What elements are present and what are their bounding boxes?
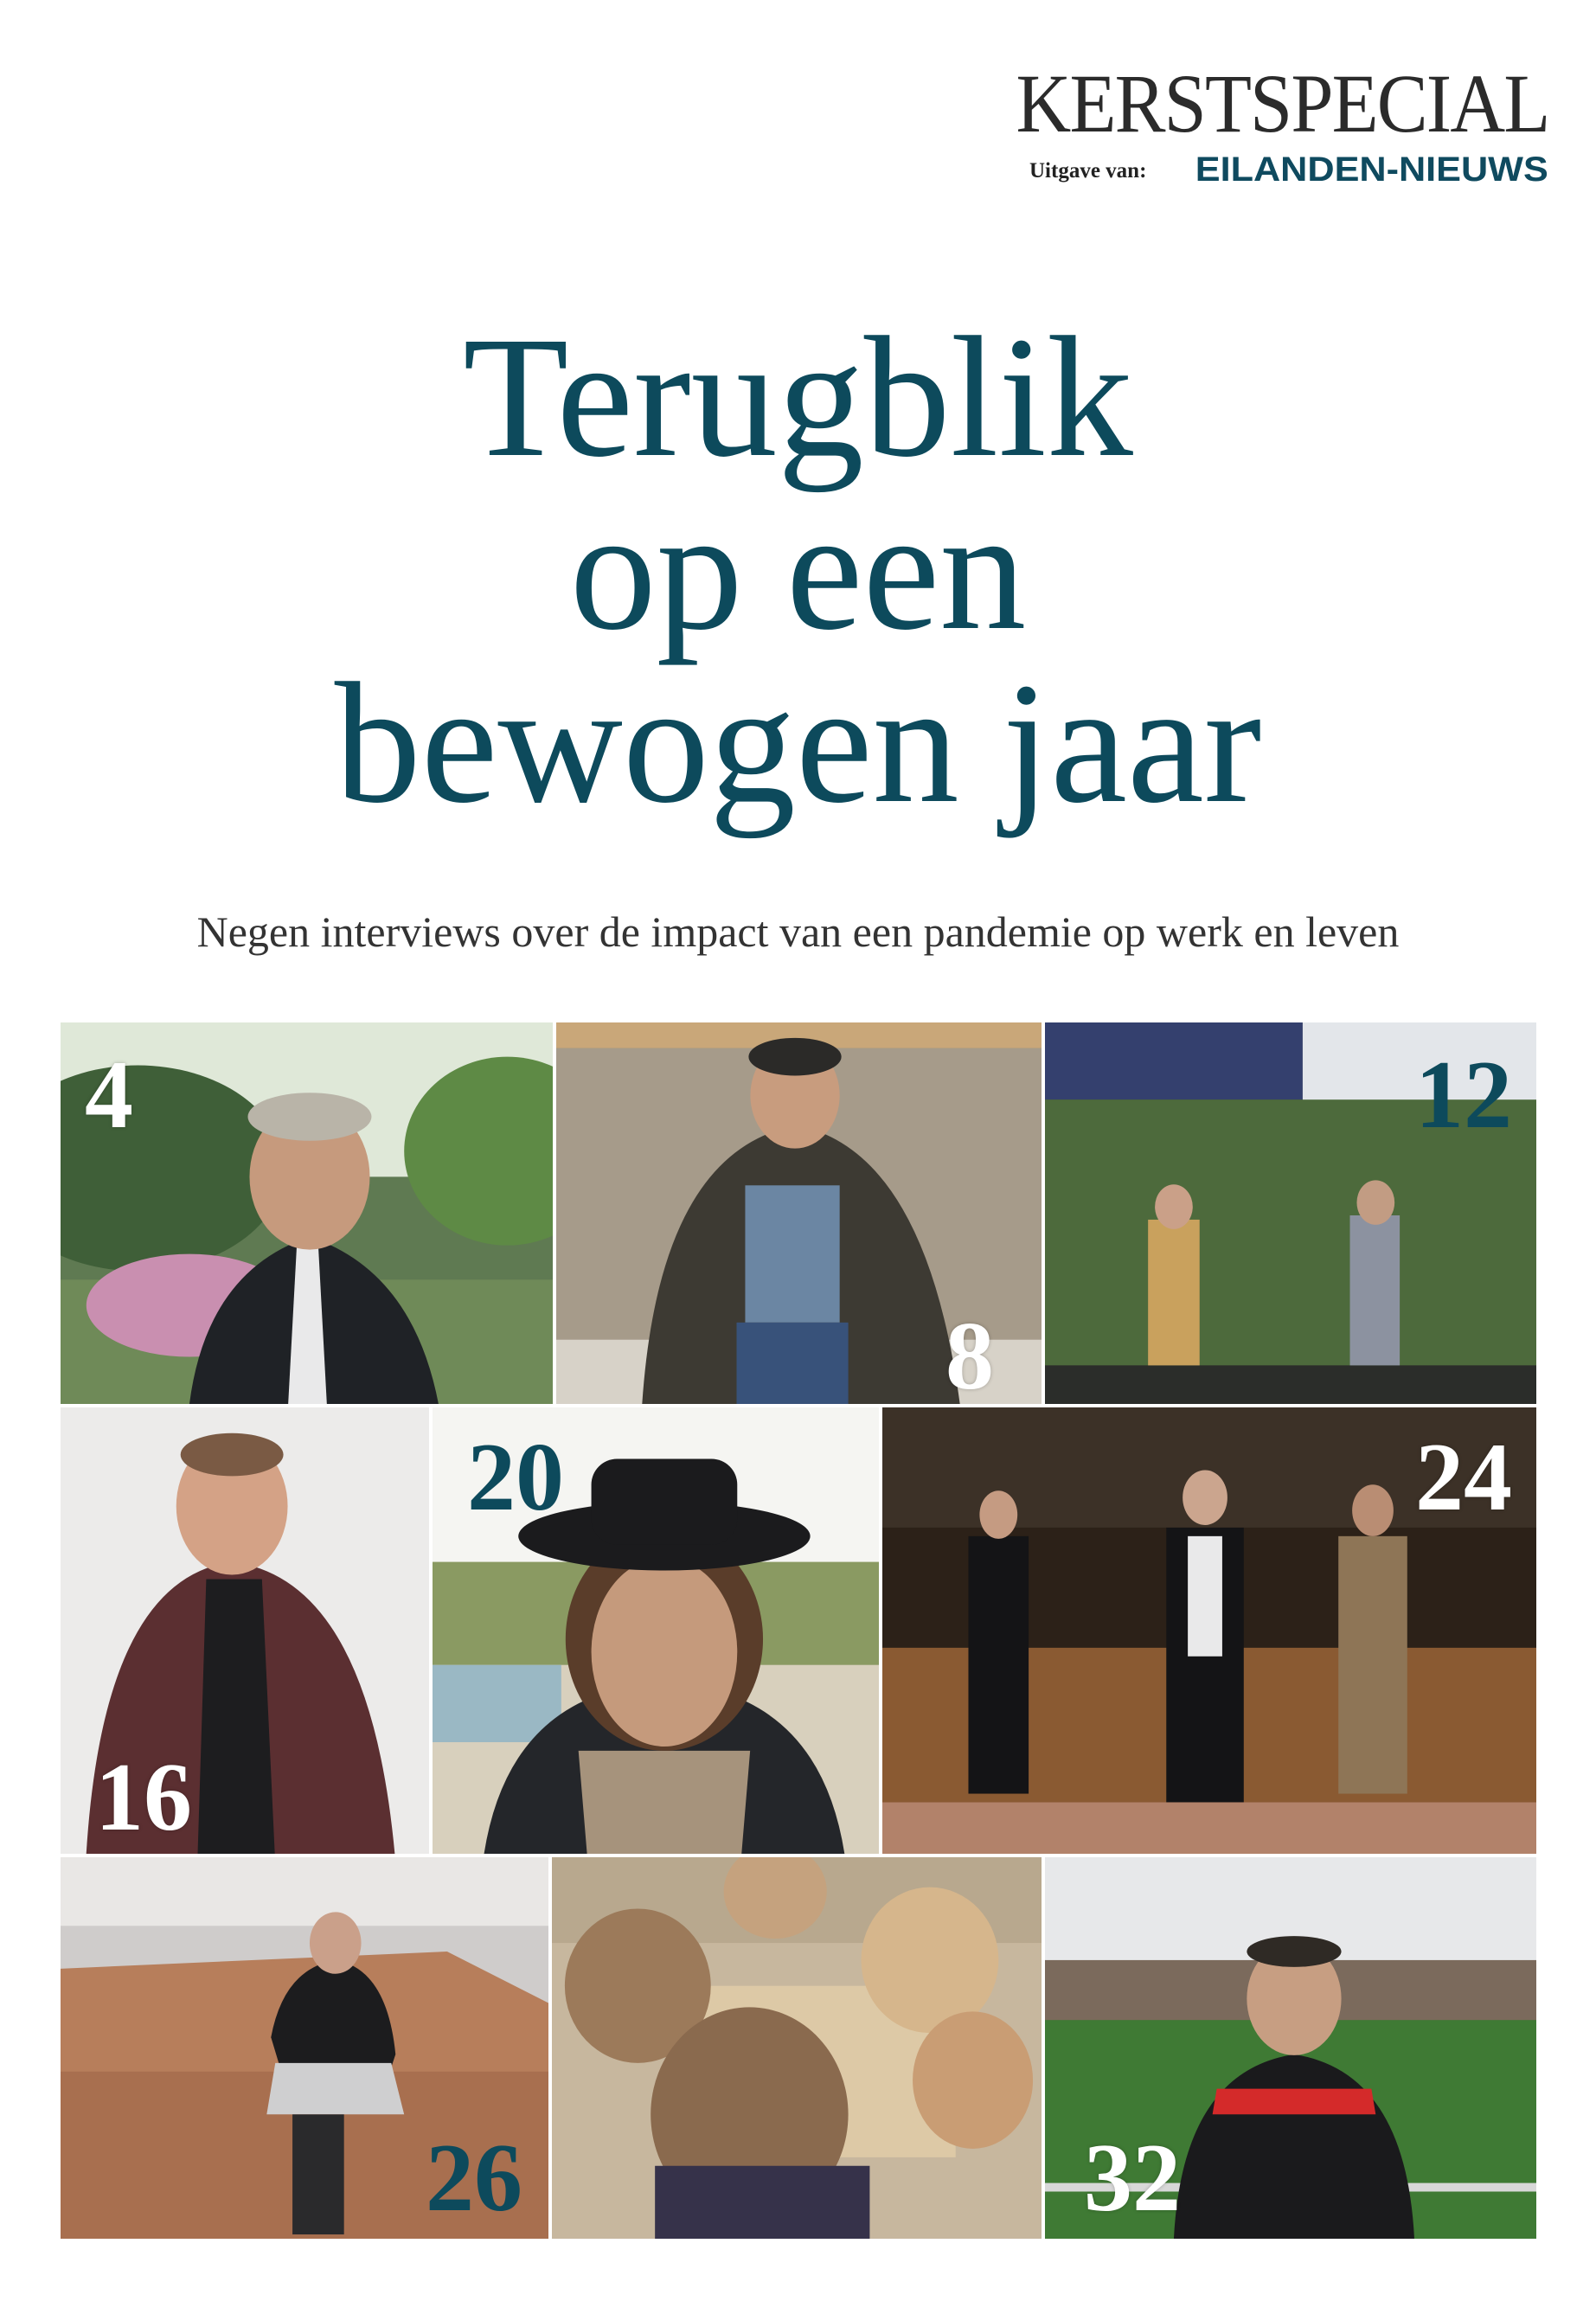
publisher-line [1029, 147, 1548, 190]
photo-page-12[interactable] [1043, 1021, 1538, 1406]
photo-page-32[interactable] [1043, 1856, 1538, 2240]
publisher-logo[interactable]: EILANDEN-NIEUWS [1195, 151, 1548, 189]
page-number-16: 16 [95, 1744, 192, 1851]
photo-page-4[interactable] [59, 1021, 554, 1406]
headline-line-2: op een [569, 475, 1027, 666]
photo-page-children[interactable] [550, 1856, 1043, 2240]
photo-page-8[interactable] [554, 1021, 1043, 1406]
photo-page-26[interactable] [59, 1856, 550, 2240]
page-number-24: 24 [1415, 1424, 1512, 1531]
page-number-20: 20 [467, 1424, 564, 1531]
page-number-32: 32 [1084, 2125, 1181, 2232]
photo-page-24[interactable] [881, 1406, 1538, 1856]
page-number-12: 12 [1415, 1042, 1512, 1149]
page-number-8: 8 [945, 1303, 994, 1406]
headline-line-3: bewogen jaar [334, 648, 1262, 839]
publisher-prefix: Uitgave van: [1029, 159, 1147, 183]
photo-page-20[interactable] [431, 1406, 881, 1856]
page-number-26: 26 [426, 2125, 522, 2232]
interview-photo-grid [59, 1021, 1538, 2240]
children-classroom-image [552, 1857, 1042, 2239]
page-number-4: 4 [85, 1042, 133, 1149]
page-title [0, 302, 1596, 839]
photo-page-16[interactable] [59, 1406, 431, 1856]
portrait-man-garden-image [61, 1022, 553, 1404]
headline-line-1: Terugblik [463, 302, 1133, 493]
subtitle: Negen interviews over de impact van een pandemie op werk en leven [196, 907, 1400, 956]
masthead-title: KERSTSPECIAL [1016, 57, 1548, 150]
masthead [1016, 57, 1548, 190]
